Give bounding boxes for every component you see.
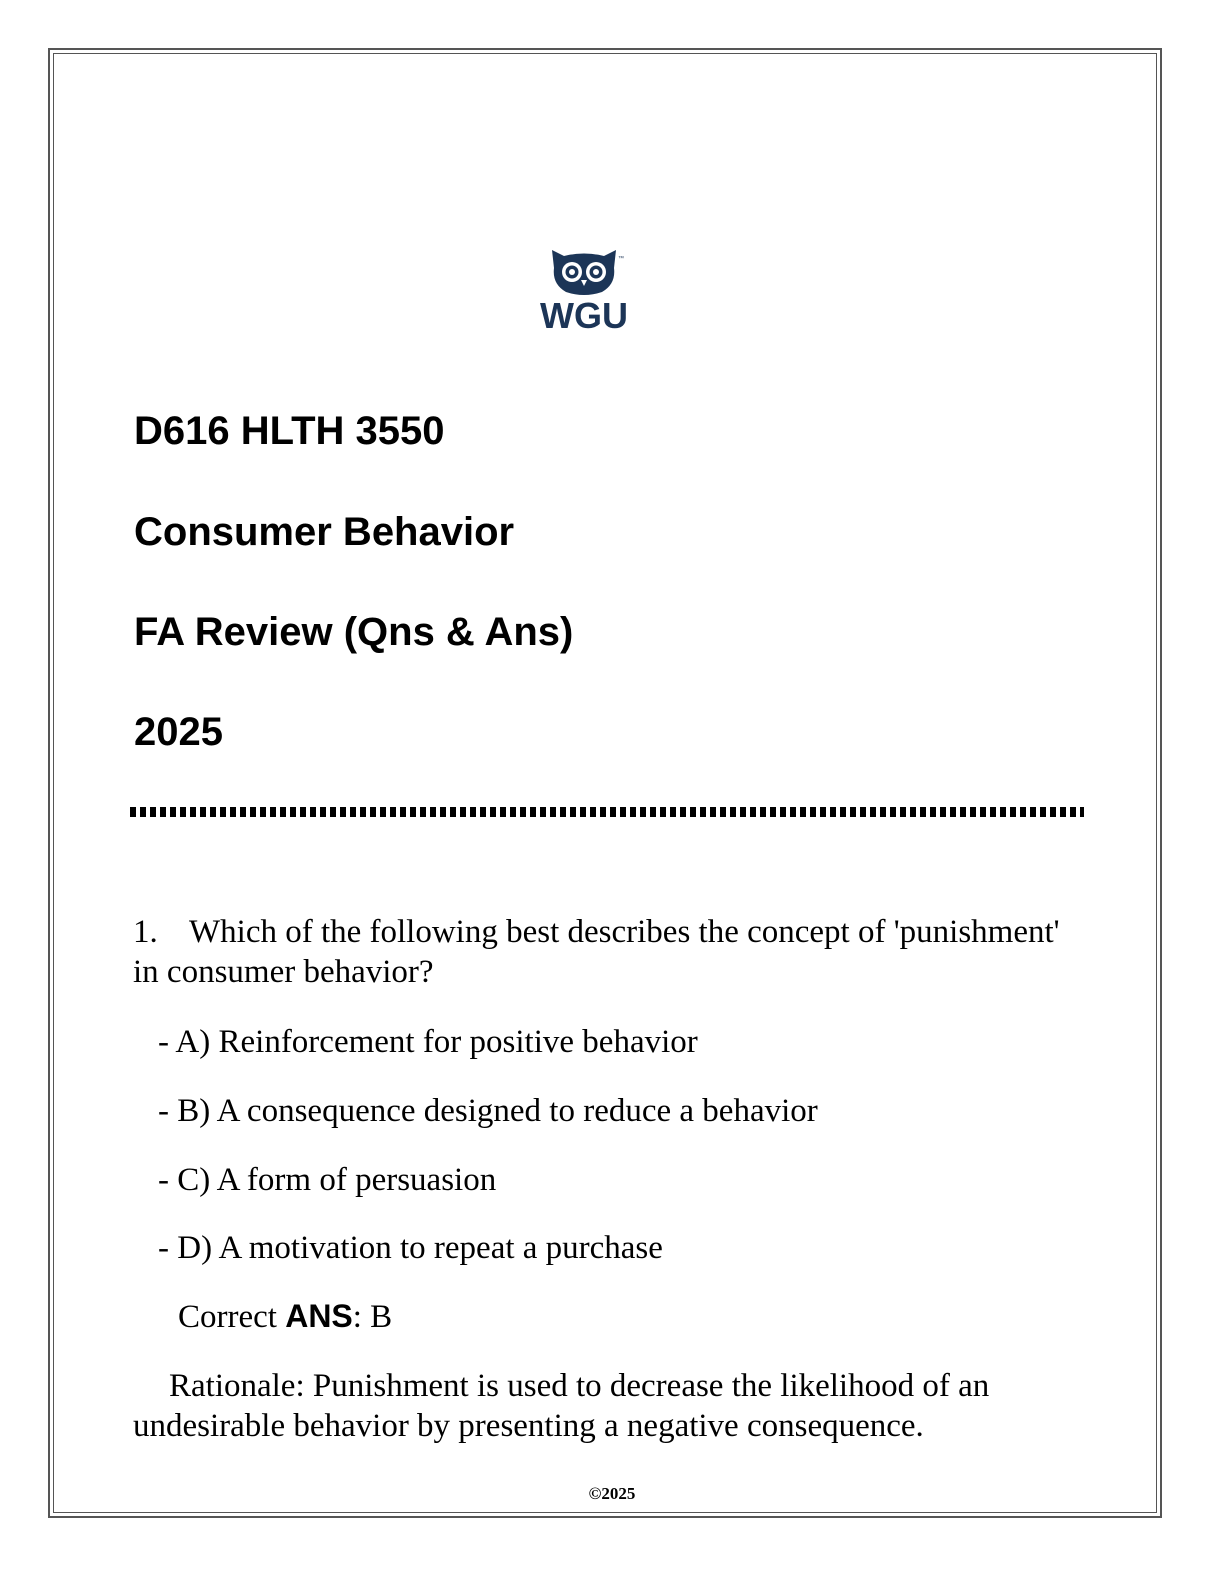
question-text <box>133 912 1073 992</box>
option-c: - C) A form of persuasion <box>158 1162 497 1198</box>
course-title-heading: Consumer Behavior <box>134 510 515 554</box>
dotted-separator <box>130 807 1084 817</box>
answer-value: : B <box>352 1299 393 1335</box>
copyright-footer: ©2025 <box>588 1484 636 1503</box>
course-code-heading: D616 HLTH 3550 <box>134 409 445 453</box>
question-number: 1. <box>133 914 158 950</box>
rationale-text: Rationale: Punishment is used to decrease the likelihood of an undesirable behavior by presenting a negative consequence. <box>133 1368 990 1444</box>
option-a: - A) Reinforcement for positive behavior <box>158 1024 698 1060</box>
answer-prefix: Correct <box>178 1299 286 1335</box>
correct-answer <box>178 1296 392 1337</box>
owl-icon <box>530 246 638 336</box>
wgu-logo <box>530 246 638 336</box>
year-heading: 2025 <box>134 710 223 754</box>
logo-text: WGU <box>540 295 628 336</box>
option-d: - D) A motivation to repeat a purchase <box>158 1230 663 1266</box>
trademark-mark: ™ <box>618 256 624 262</box>
answer-key-label: ANS <box>285 1298 353 1334</box>
question-body: Which of the following best describes the concept of 'punishment' in consumer behavior? <box>133 914 1060 990</box>
option-b: - B) A consequence designed to reduce a behavior <box>158 1093 818 1129</box>
review-title-heading: FA Review (Qns & Ans) <box>134 610 574 654</box>
